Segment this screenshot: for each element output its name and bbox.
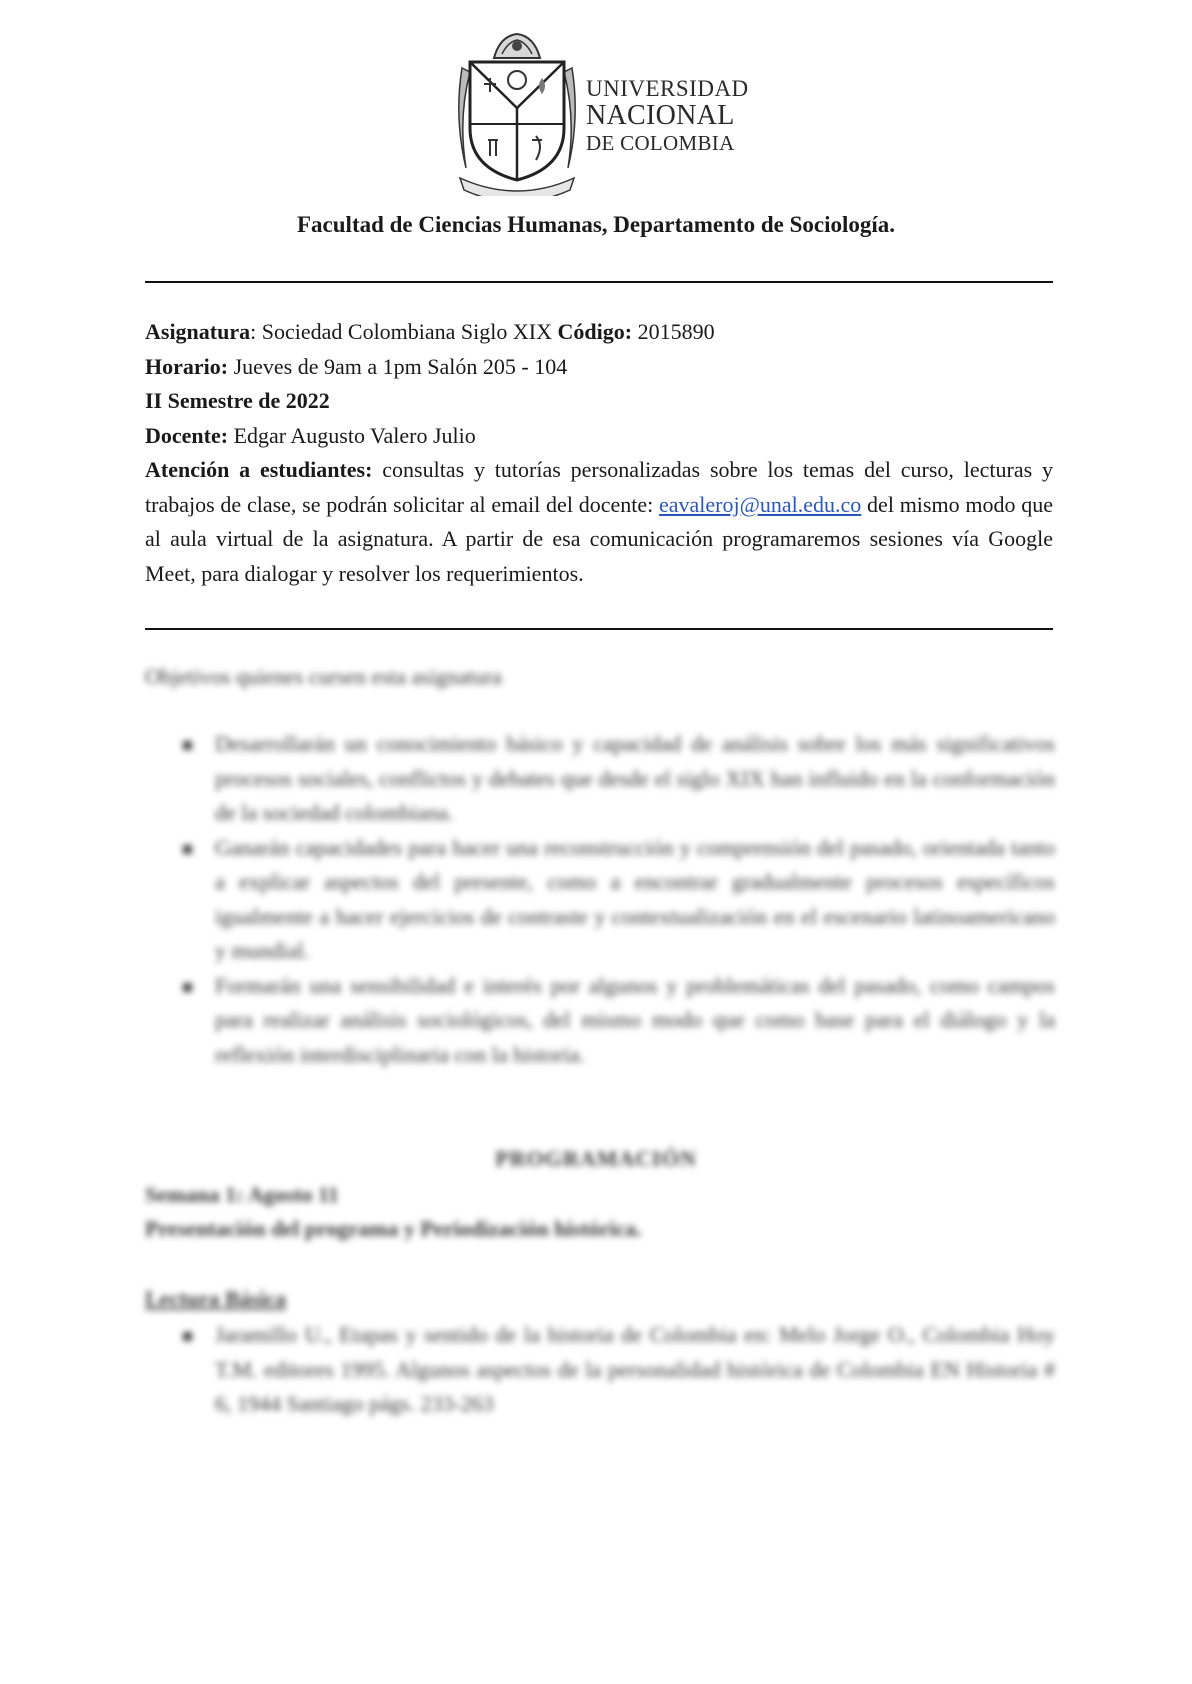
top-divider [145,281,1053,283]
attention-text-1: consultas y tutorías personalizadas sobre los temas del curso, lecturas y trabajos de clase, se podrán solicitar al email del docente: [145,457,1053,517]
schedule-value: Jueves de 9am a 1pm Salón 205 - 104 [228,353,568,379]
bullet-square-icon [183,845,192,854]
bullet-square-icon [183,1332,192,1341]
subject-label: Asignatura [145,319,251,344]
subject-line [145,315,1053,350]
objective-item [145,727,1055,831]
bullet-square-icon [183,741,192,750]
objective-text: Desarrollarán un conocimiento básico y capacidad de análisis sobre los más significativos procesos sociales, conflictos y debates que desde el siglo XIX han influido en la conformación de la sociedad colombiana. [215,731,1055,825]
reading-label: Lectura Básica [145,1286,287,1311]
objectives-heading: Objetivos quienes cursen esta asignatura [145,664,502,689]
semester-line [145,384,1053,419]
faculty-title: Facultad de Ciencias Humanas, Departamento de Sociología. [297,212,895,237]
objective-text: Formarán una sensibilidad e interés por algunos y problemáticas del pasado, como campos para realizar análisis sociológicos, del mismo modo que como base para el diálogo y la reflexión interdisciplinaria con la historia. [215,972,1055,1067]
course-info [145,315,1053,591]
reading-item [145,1318,1055,1422]
schedule-line [145,350,1053,385]
teacher-label: Docente: [145,422,229,448]
subject-separator: : [250,319,257,344]
semester: II Semestre de 2022 [145,388,330,413]
attention-text-2: del mismo modo que al aula virtual de la asignatura. A partir de esa comunicación programaremos sesiones vía Google Meet, para dialogar y resolver los requerimientos. [145,491,1054,586]
logo-line-3: DE COLOMBIA [586,130,735,155]
attention-label: Atención a estudiantes: [145,457,373,482]
logo-line-1: UNIVERSIDAD [586,75,749,101]
code-value: 2015890 [632,319,715,344]
week-title: Presentación del programa y Periodización histórica. [145,1216,642,1241]
objectives-list [145,727,1055,1072]
programacion-heading: PROGRAMACIÓN [495,1146,697,1171]
objective-item [145,831,1055,969]
readings-list [145,1318,1055,1422]
objective-text: Ganarán capacidades para hacer una reconstrucción y comprensión del pasado, orientada tanto a explicar aspectos del presente, como a encontrar gradualmente procesos específicos igualmente a hacer ejercicios de contraste y contextualización en el escenario latinoamericano y mundial. [215,834,1055,963]
university-logo [452,28,749,196]
university-crest-icon [452,28,582,196]
bullet-square-icon [183,983,192,992]
subject-value: Sociedad Colombiana Siglo XIX [256,319,558,344]
teacher-email-link[interactable]: eavaleroj@unal.edu.co [659,491,862,517]
teacher-line [145,419,1053,454]
university-logo-text [586,77,749,154]
reading-text: Jaramillo U., Etapas y sentido de la historia de Colombia en: Melo Jorge O., Colombia Hoy T.M. editores 1995. Algunos aspectos de la personalidad histórica de Colombia EN Historia # 6, 1944 Santiago págs. 233-263 [215,1322,1055,1416]
week-label: Semana 1: Agosto 11 [145,1182,339,1207]
attention-paragraph [145,453,1053,591]
schedule-label: Horario: [145,353,229,379]
logo-line-2: NACIONAL [586,99,735,131]
code-label: Código: [557,319,633,344]
middle-divider [145,628,1053,630]
objective-item [145,969,1055,1073]
teacher-value: Edgar Augusto Valero Julio [228,422,476,448]
